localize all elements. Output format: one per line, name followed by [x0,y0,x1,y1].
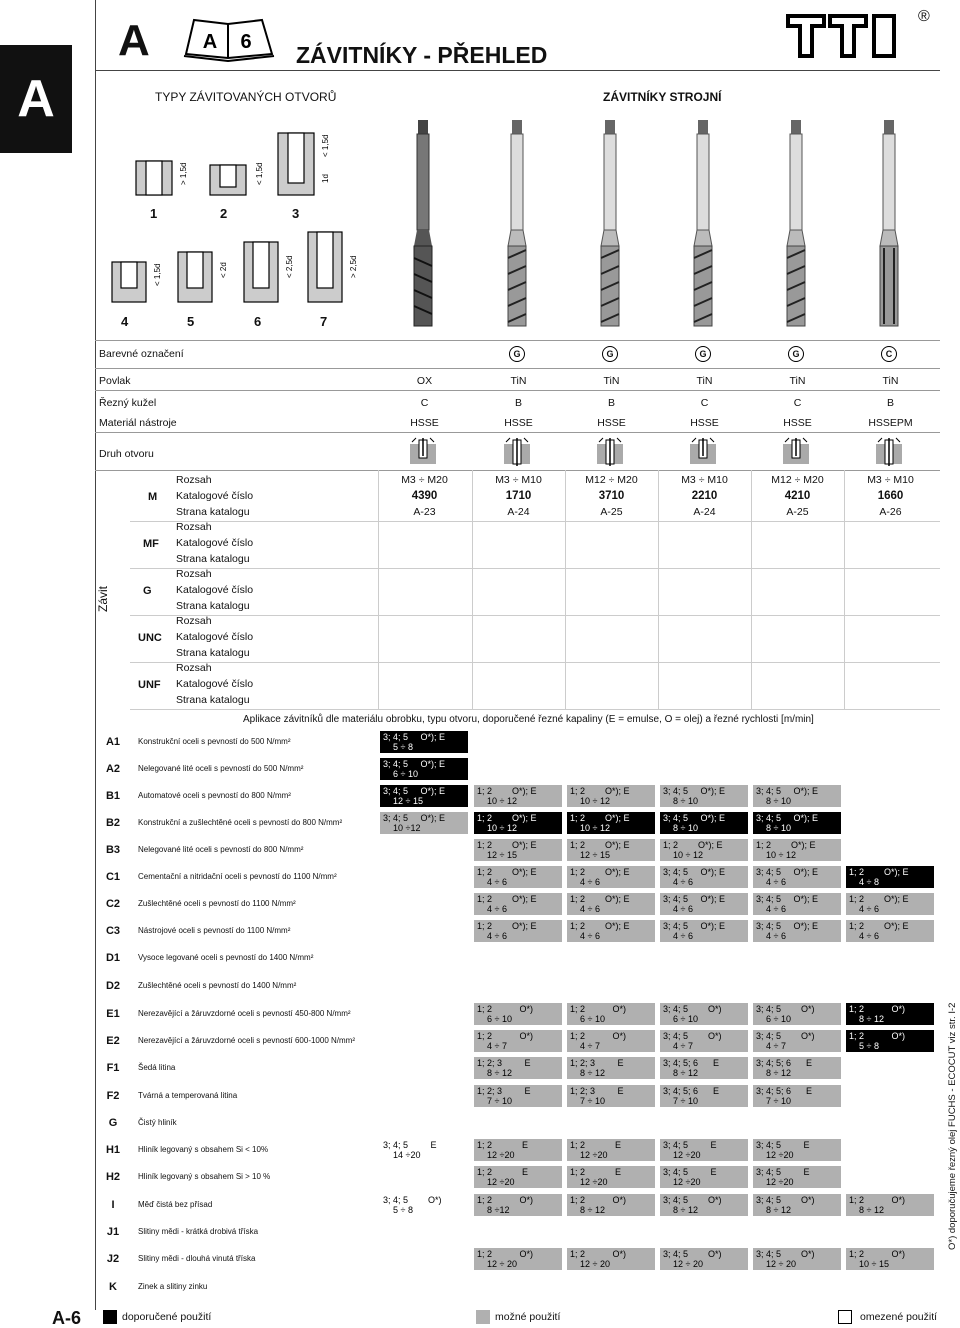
material-desc: Nástrojové oceli s pevností do 1100 N/mm² [138,926,291,935]
application-cell: 3; 4; 5 E 12 ÷20 [660,1139,748,1161]
application-cell: 3; 4; 5 O*); E 12 ÷ 15 [380,785,468,807]
thread-sub-label: Rozsah [176,474,212,486]
color-badge: G [695,346,711,362]
application-cell: 3; 4; 5 O*) 6 ÷ 10 [660,1003,748,1025]
application-cell: 1; 2 O*) 10 ÷ 15 [846,1248,934,1270]
material-code: B1 [105,790,121,802]
material-cell: HSSEPM [868,417,913,429]
material-desc: Nerezavějící a žáruvzdorné oceli s pevností 450-800 N/mm² [138,1009,351,1018]
application-cell: 3; 4; 5 O*) 4 ÷ 7 [753,1030,841,1052]
thread-m-cell: A-24 [507,506,530,518]
material-desc: Nelegované lité oceli s pevností do 500 N/mm² [138,764,304,773]
thread-m-cell: 3710 [598,490,625,502]
application-cell: 3; 4; 5 O*); E 4 ÷ 6 [660,866,748,888]
application-cell: 3; 4; 5 E 12 ÷20 [753,1166,841,1188]
thread-type: MF [143,538,159,550]
row-divider [130,568,940,569]
hole-number: 2 [220,206,228,221]
frame-line [95,70,940,71]
application-cell: 1; 2 O*) 8 ÷ 12 [846,1194,934,1216]
hole-number: 5 [187,314,195,329]
material-code: K [109,1281,117,1293]
hole-type-icon [874,436,904,468]
application-cell: 3; 4; 5 O*); E 5 ÷ 8 [380,731,468,753]
thread-m-cell: 1710 [505,490,532,502]
svg-text:< 1,5d: < 1,5d [321,134,330,157]
application-cell: 3; 4; 5 O*); E 8 ÷ 10 [660,812,748,834]
hole-number: 6 [254,314,262,329]
application-cell: 1; 2 O*); E 4 ÷ 6 [474,893,562,915]
cone-label: Řezný kužel [99,397,157,409]
thread-m-cell: 4210 [784,490,811,502]
hole-type-icon [502,436,532,468]
legend-limited-swatch [838,1310,852,1324]
application-cell: 1; 2 O*) 12 ÷ 20 [567,1248,655,1270]
thread-sub-label: Rozsah [176,521,212,533]
col-line [751,470,752,710]
material-desc: Zinek a slitiny zinku [138,1282,208,1291]
thread-m-cell: A-23 [413,506,436,518]
row-divider [130,615,940,616]
color-badge: C [881,346,897,362]
thread-m-cell: M12 ÷ M20 [585,474,638,486]
thread-m-cell: 1660 [877,490,904,502]
material-code: A1 [105,736,121,748]
application-cell: 1; 2; 3 E 8 ÷ 12 [567,1057,655,1079]
thread-sub-label: Rozsah [176,615,212,627]
thread-sub-label: Katalogové číslo [176,678,254,690]
hole-type-icon [595,436,625,468]
hole-type-label: Druh otvoru [99,448,154,460]
application-cell: 3; 4; 5; 6 E 8 ÷ 12 [660,1057,748,1079]
material-code: E2 [106,1035,120,1047]
thread-m-cell: 2210 [691,490,718,502]
machine-taps-heading: ZÁVITNÍKY STROJNÍ [603,90,722,104]
application-cell: 3; 4; 5 O*); E 8 ÷ 10 [753,812,841,834]
row-divider [130,709,940,710]
material-code: C3 [105,925,121,937]
section-letter: A [118,16,150,65]
material-desc: Nelegované lité oceli s pevností do 800 N/mm² [138,845,304,854]
kuzel-cell: B [514,397,522,409]
thread-type: M [148,491,158,503]
application-cell: 1; 2 E 12 ÷20 [567,1139,655,1161]
application-cell: 1; 2 O*); E 10 ÷ 12 [660,839,748,861]
application-cell: 1; 2 O*); E 12 ÷ 15 [567,839,655,861]
hole-number: 1 [150,206,158,221]
thread-sub-label: Strana katalogu [176,694,250,706]
row-divider [130,521,940,522]
povlak-cell: OX [416,375,433,387]
application-cell: 3; 4; 5 O*) 12 ÷ 20 [753,1248,841,1270]
material-cell: HSSE [690,417,719,429]
tap-icon [408,118,438,336]
application-cell: 1; 2 E 12 ÷20 [474,1166,562,1188]
thread-m-cell: M3 ÷ M20 [401,474,448,486]
material-desc: Automatové oceli s pevností do 800 N/mm² [138,791,291,800]
kuzel-cell: C [700,397,709,409]
application-cell: 3; 4; 5 E 12 ÷20 [660,1166,748,1188]
page-number: A-6 [52,1308,82,1328]
legend-recommended-swatch [103,1310,117,1324]
application-cell: 1; 2 O*); E 4 ÷ 6 [567,920,655,942]
thread-sub-label: Katalogové číslo [176,490,254,502]
material-desc: Čistý hliník [138,1118,177,1127]
material-label: Materiál nástroje [99,417,177,429]
thread-m-cell: M12 ÷ M20 [771,474,824,486]
application-cell: 3; 4; 5 O*) 5 ÷ 8 [380,1194,468,1216]
application-cell: 3; 4; 5 O*); E 8 ÷ 10 [660,785,748,807]
thread-m-cell: M3 ÷ M10 [495,474,542,486]
color-badge: G [602,346,618,362]
application-cell: 1; 2 O*) 8 ÷ 12 [846,1003,934,1025]
application-cell: 1; 2 O*) 8 ÷12 [474,1194,562,1216]
application-cell: 3; 4; 5 O*); E 6 ÷ 10 [380,758,468,780]
application-cell: 3; 4; 5 E 14 ÷20 [380,1139,468,1161]
thread-sub-label: Strana katalogu [176,647,250,659]
application-cell: 1; 2; 3 E 8 ÷ 12 [474,1057,562,1079]
coating-label: Povlak [99,375,131,387]
thread-sub-label: Katalogové číslo [176,584,254,596]
svg-text:A: A [202,31,218,53]
col-line [565,470,566,710]
material-code: J1 [106,1226,120,1238]
material-desc: Konstrukční oceli s pevností do 500 N/mm² [138,737,291,746]
hole-number: 4 [121,314,129,329]
material-desc: Slitiny mědi - dlouhá vinutá tříska [138,1254,256,1263]
material-desc: Slitiny mědi - krátká drobivá tříska [138,1227,259,1236]
thread-m-cell: A-25 [600,506,623,518]
material-desc: Konstrukční a zušlechtěné oceli s pevností do 800 N/mm² [138,818,343,827]
material-code: D1 [105,952,121,964]
application-cell: 1; 2 O*) 12 ÷ 20 [474,1248,562,1270]
section-tab: A [0,45,72,153]
application-cell: 3; 4; 5 E 12 ÷20 [753,1139,841,1161]
hole-type-icon [781,436,811,468]
svg-text:> 2,5d: > 2,5d [349,255,358,278]
hole-diagrams-top [130,125,345,205]
material-code: H2 [105,1171,121,1183]
application-cell: 1; 2 E 12 ÷20 [474,1139,562,1161]
thread-sub-label: Katalogové číslo [176,631,254,643]
application-cell: 1; 2 O*) 4 ÷ 7 [474,1030,562,1052]
application-cell: 3; 4; 5; 6 E 7 ÷ 10 [660,1085,748,1107]
material-code: E1 [106,1008,120,1020]
col-line [844,470,845,710]
tap-icon [595,118,625,336]
svg-text:< 2,5d: < 2,5d [285,255,294,278]
povlak-cell: TiN [603,375,620,387]
material-code: F2 [106,1090,120,1102]
color-badge: G [788,346,804,362]
application-cell: 3; 4; 5 O*); E 4 ÷ 6 [753,893,841,915]
thread-m-cell: A-26 [879,506,902,518]
material-code: H1 [105,1144,121,1156]
material-code: G [108,1117,118,1129]
application-cell: 3; 4; 5; 6 E 8 ÷ 12 [753,1057,841,1079]
material-cell: HSSE [783,417,812,429]
application-cell: 1; 2 O*); E 10 ÷ 12 [474,785,562,807]
application-cell: 1; 2 O*); E 4 ÷ 6 [846,920,934,942]
thread-type: UNC [138,632,162,644]
thread-sub-label: Rozsah [176,662,212,674]
col-line [658,470,659,710]
application-cell: 3; 4; 5 O*); E 4 ÷ 6 [753,866,841,888]
application-cell: 1; 2 O*); E 4 ÷ 6 [567,866,655,888]
application-cell: 3; 4; 5 O*); E 4 ÷ 6 [660,893,748,915]
application-cell: 3; 4; 5 O*); E 10 ÷12 [380,812,468,834]
hole-number: 3 [292,206,300,221]
application-cell: 1; 2 O*) 6 ÷ 10 [474,1003,562,1025]
material-desc: Tvárná a temperovaná litina [138,1091,238,1100]
tti-logo [784,10,916,60]
hole-diagrams-bottom [108,228,368,308]
kuzel-cell: B [886,397,894,409]
thread-type: G [143,585,152,597]
application-cell: 3; 4; 5 O*) 4 ÷ 7 [660,1030,748,1052]
application-cell: 1; 2 O*); E 10 ÷ 12 [753,839,841,861]
material-desc: Hliník legovaný s obsahem Si > 10 % [138,1172,271,1181]
application-cell: 3; 4; 5 O*) 8 ÷ 12 [753,1194,841,1216]
kuzel-cell: C [793,397,802,409]
thread-m-cell: A-24 [693,506,716,518]
application-cell: 3; 4; 5; 6 E 7 ÷ 10 [753,1085,841,1107]
col-line [472,470,473,710]
legend-limited: omezené použití [860,1311,938,1323]
material-code: B3 [105,844,121,856]
application-cell: 3; 4; 5 O*); E 8 ÷ 10 [753,785,841,807]
thread-m-cell: 4390 [411,490,438,502]
row-divider [130,662,940,663]
col-line [378,470,379,710]
material-code: J2 [106,1253,120,1265]
legend-possible: možné použití [495,1311,561,1323]
thread-m-cell: M3 ÷ M10 [867,474,914,486]
oil-footnote: O*) doporučujeme řezný olej FUCHS - ECOCUT viz str. I-2 [947,1002,958,1250]
material-code: D2 [105,980,121,992]
registered-mark: ® [918,8,930,25]
application-cell: 1; 2 O*) 5 ÷ 8 [846,1030,934,1052]
color-badge: G [509,346,525,362]
thread-sub-label: Katalogové číslo [176,537,254,549]
thread-sub-label: Rozsah [176,568,212,580]
application-cell: 1; 2 O*); E 4 ÷ 6 [474,920,562,942]
hole-type-icon [688,436,718,468]
material-desc: Měď čistá bez přísad [138,1200,213,1209]
thread-label: Závit [96,585,110,612]
material-cell: HSSE [504,417,533,429]
application-cell: 1; 2 O*); E 4 ÷ 6 [846,893,934,915]
material-desc: Zušlechtěné oceli s pevností do 1100 N/mm² [138,899,296,908]
application-cell: 1; 2 O*); E 4 ÷ 6 [567,893,655,915]
application-cell: 1; 2 O*); E 4 ÷ 6 [474,866,562,888]
svg-text:< 1,5d: < 1,5d [153,263,162,286]
application-cell: 3; 4; 5 O*); E 4 ÷ 6 [660,920,748,942]
hole-type-icon [408,436,438,468]
tap-icon [688,118,718,336]
legend-possible-swatch [476,1310,490,1324]
thread-sub-label: Strana katalogu [176,506,250,518]
material-desc: Cementační a nitridační oceli s pevností do 1100 N/mm² [138,872,337,881]
application-cell: 1; 2 O*); E 10 ÷ 12 [474,812,562,834]
svg-text:> 1,5d: > 1,5d [179,162,188,185]
application-cell: 1; 2 O*); E 4 ÷ 8 [846,866,934,888]
material-code: I [111,1199,115,1211]
legend-recommended: doporučené použití [122,1311,212,1323]
thread-sub-label: Strana katalogu [176,553,250,565]
povlak-cell: TiN [882,375,899,387]
povlak-cell: TiN [696,375,713,387]
application-cell: 3; 4; 5 O*); E 4 ÷ 6 [753,920,841,942]
hole-number: 7 [320,314,328,329]
material-desc: Hliník legovaný s obsahem Si < 10% [138,1145,269,1154]
tap-icon [874,118,904,336]
application-cell: 1; 2 O*) 4 ÷ 7 [567,1030,655,1052]
material-code: C2 [105,898,121,910]
thread-sub-label: Strana katalogu [176,600,250,612]
thread-type: UNF [138,679,161,691]
application-cell: 1; 2; 3 E 7 ÷ 10 [474,1085,562,1107]
color-code-label: Barevné označení [99,348,184,360]
application-cell: 1; 2 O*); E 10 ÷ 12 [567,812,655,834]
application-cell: 3; 4; 5 O*) 12 ÷ 20 [660,1248,748,1270]
application-cell: 3; 4; 5 O*) 6 ÷ 10 [753,1003,841,1025]
material-code: B2 [105,817,121,829]
svg-text:1d: 1d [321,174,330,183]
application-cell: 1; 2 O*); E 10 ÷ 12 [567,785,655,807]
frame-line [95,0,96,1310]
material-code: A2 [105,763,121,775]
material-desc: Nerezavějící a žáruvzdorné oceli s pevností 600-1000 N/mm² [138,1036,355,1045]
application-cell: 1; 2 O*) 6 ÷ 10 [567,1003,655,1025]
tap-icon [781,118,811,336]
book-icon [180,14,278,62]
application-cell: 1; 2; 3 E 7 ÷ 10 [567,1085,655,1107]
application-caption: Aplikace závitníků dle materiálu obrobku, typu otvoru, doporučené řezné kapaliny (E = emulse, O = olej) a řezné rychlosti [m/min] [243,714,814,725]
material-desc: Vysoce legované oceli s pevností do 1400 N/mm² [138,953,314,962]
application-cell: 1; 2 O*) 8 ÷ 12 [567,1194,655,1216]
kuzel-cell: C [420,397,429,409]
application-cell: 3; 4; 5 O*) 8 ÷ 12 [660,1194,748,1216]
material-desc: Zušlechtěné oceli s pevností do 1400 N/mm² [138,981,297,990]
application-cell: 1; 2 O*); E 12 ÷ 15 [474,839,562,861]
kuzel-cell: B [607,397,615,409]
application-cell: 1; 2 E 12 ÷20 [567,1166,655,1188]
material-cell: HSSE [597,417,626,429]
povlak-cell: TiN [510,375,527,387]
material-code: C1 [105,871,121,883]
svg-text:< 1,5d: < 1,5d [255,162,264,185]
povlak-cell: TiN [789,375,806,387]
hole-types-heading: TYPY ZÁVITOVANÝCH OTVORŮ [155,90,337,104]
material-desc: Šedá litina [138,1063,176,1072]
material-cell: HSSE [410,417,439,429]
thread-m-cell: M3 ÷ M10 [681,474,728,486]
tap-icon [502,118,532,336]
material-code: F1 [106,1062,120,1074]
page-title: ZÁVITNÍKY - PŘEHLED [296,42,548,68]
svg-text:6: 6 [240,31,252,53]
svg-text:< 2d: < 2d [219,262,228,278]
thread-m-cell: A-25 [786,506,809,518]
